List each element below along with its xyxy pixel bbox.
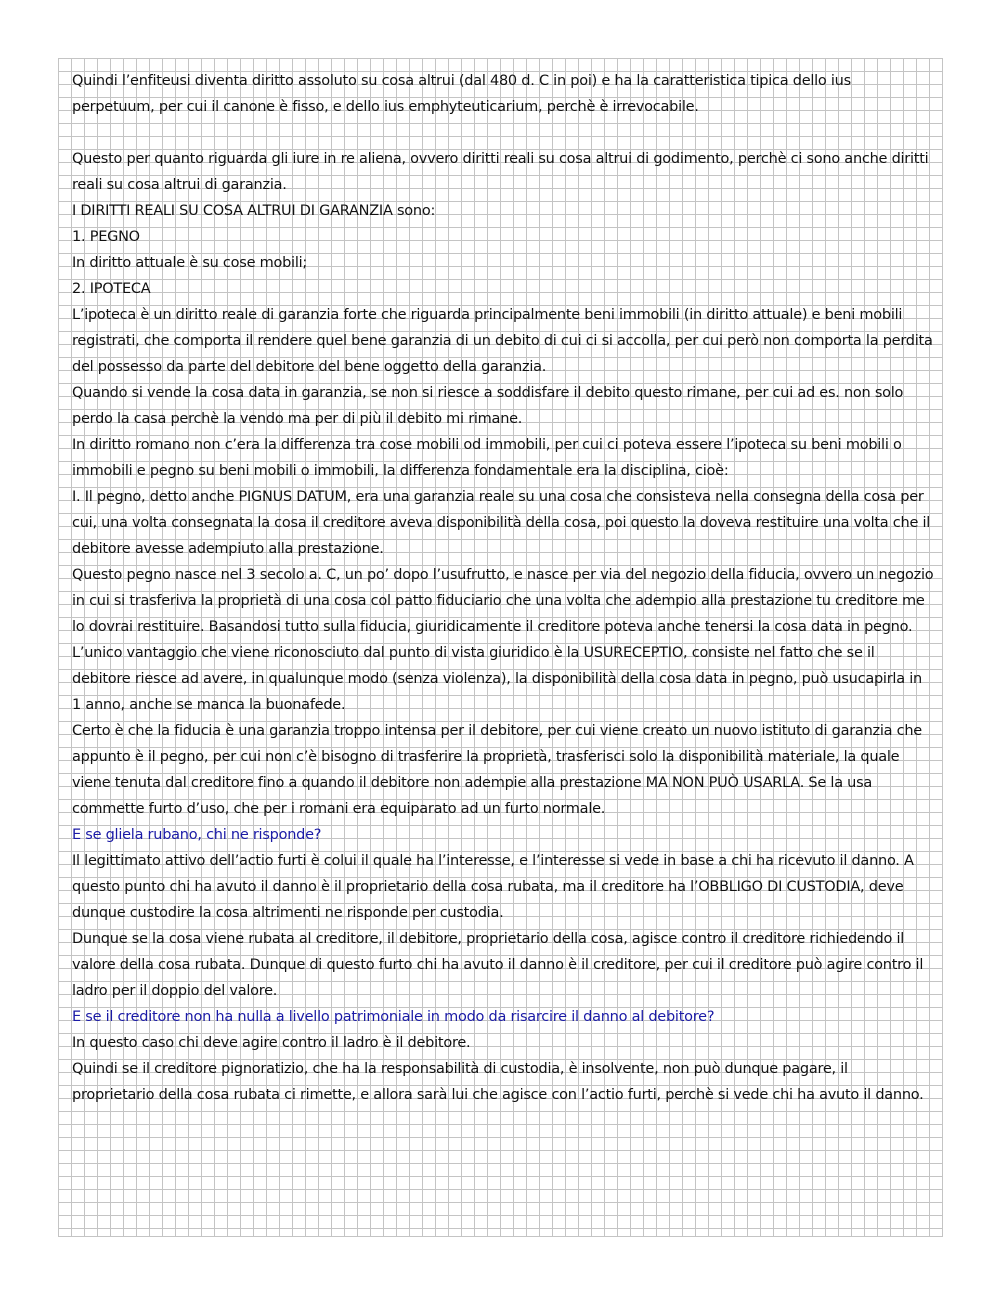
paragraph-vendita-garanzia: Quando si vende la cosa data in garanzia, se non si riesce a soddisfare il debito questo rimane, per cui ad es. non solo perdo la casa perchè la vendo ma per di più il debito mi rimane. <box>72 385 904 427</box>
heading-ipoteca: 2. IPOTECA <box>72 281 151 297</box>
paragraph-creditore-pignoratizio: Quindi se il creditore pignoratizio, che ha la responsabilità di custodia, è insolvente, non può dunque pagare, il proprietario della cosa rubata ci rimette, e allora sarà lui che agisce con l’actio furti, perchè si vede chi ha avuto il danno. <box>72 1061 924 1103</box>
paragraph-pignus-datum: I. Il pegno, detto anche PIGNUS DATUM, era una garanzia reale su una cosa che consisteva nella consegna della cosa per cui, una volta consegnata la cosa il creditore aveva disponibilità della cosa, poi questo la doveva restituire una volta che il debitore avesse adempiuto alla prestazione. <box>72 489 931 557</box>
document-body <box>72 68 934 1108</box>
paragraph-origine-pegno: Questo pegno nasce nel 3 secolo a. C, un po’ dopo l’usufrutto, e nasce per via del negozio della fiducia, ovvero un negozio in cui si trasferiva la proprietà di una cosa col patto fiduciario che una volta che adempio alla prestazione tu creditore me lo dovrai restituire. Basandosi tutto sulla fiducia, giuridicamente il creditore poteva anche tenersi la cosa data in pegno. L’unico vantaggio che viene riconosciuto dal punto di vista giuridico è la USURECEPTIO, consiste nel fatto che se il debitore riesce ad avere, in qualunque modo (senza violenza), la disponibilità della cosa data in pegno, può usucapirla in 1 anno, anche se manca la buonafede. <box>72 567 934 713</box>
heading-pegno: 1. PEGNO <box>72 229 140 245</box>
paragraph-enfiteusi: Quindi l’enfiteusi diventa diritto assoluto su cosa altrui (dal 480 d. C in poi) e ha la caratteristica tipica dello ius perpetuum, per cui il canone è fisso, e dello ius emphyteuticarium, perchè è irrevocabile. <box>72 73 851 115</box>
paragraph-debitore-agisce: In questo caso chi deve agire contro il ladro è il debitore. <box>72 1035 471 1051</box>
paragraph-fiducia: Certo è che la fiducia è una garanzia troppo intensa per il debitore, per cui viene creato un nuovo istituto di garanzia che appunto è il pegno, per cui non c’è bisogno di trasferire la proprietà, trasferisci solo la disponibilità materiale, la quale viene tenuta dal creditore fino a quando il debitore non adempie alla prestazione MA NON PUÒ USARLA. Se la usa commette furto d’uso, che per i romani era equiparato ad un furto normale. <box>72 723 922 817</box>
paragraph-actio-furti: Il legittimato attivo dell’actio furti è colui il quale ha l’interesse, e l’interesse si vede in base a chi ha ricevuto il danno. A questo punto chi ha avuto il danno è il proprietario della cosa rubata, ma il creditore ha l’OBBLIGO DI CUSTODIA, deve dunque custodire la cosa altrimenti ne risponde per custodia. <box>72 853 914 921</box>
paragraph-iure-in-re-aliena: Questo per quanto riguarda gli iure in re aliena, ovvero diritti reali su cosa altrui di godimento, perchè ci sono anche diritti reali su cosa altrui di garanzia. <box>72 151 929 193</box>
paragraph-diritto-romano: In diritto romano non c’era la differenza tra cose mobili od immobili, per cui ci poteva essere l’ipoteca su beni mobili o immobili e pegno su beni mobili o immobili, la differenza fondamentale era la disciplina, cioè: <box>72 437 902 479</box>
blank-line <box>72 120 934 146</box>
paragraph-cosa-rubata: Dunque se la cosa viene rubata al creditore, il debitore, proprietario della cosa, agisce contro il creditore richiedendo il valore della cosa rubata. Dunque di questo furto chi ha avuto il danno è il creditore, per cui il creditore può agire contro il ladro per il doppio del valore. <box>72 931 924 999</box>
heading-diritti-reali-garanzia: I DIRITTI REALI SU COSA ALTRUI DI GARANZIA sono: <box>72 203 436 219</box>
question-creditore-insolvente: E se il creditore non ha nulla a livello patrimoniale in modo da risarcire il danno al debitore? <box>72 1009 715 1025</box>
paragraph-pegno-diritto-attuale: In diritto attuale è su cose mobili; <box>72 255 308 271</box>
question-furto: E se gliela rubano, chi ne risponde? <box>72 827 322 843</box>
paragraph-ipoteca-definizione: L’ipoteca è un diritto reale di garanzia forte che riguarda principalmente beni immobili (in diritto attuale) e beni mobili registrati, che comporta il rendere quel bene garanzia di un debito di cui ci si accolla, per cui però non comporta la perdita del possesso da parte del debitore del bene oggetto della garanzia. <box>72 307 933 375</box>
